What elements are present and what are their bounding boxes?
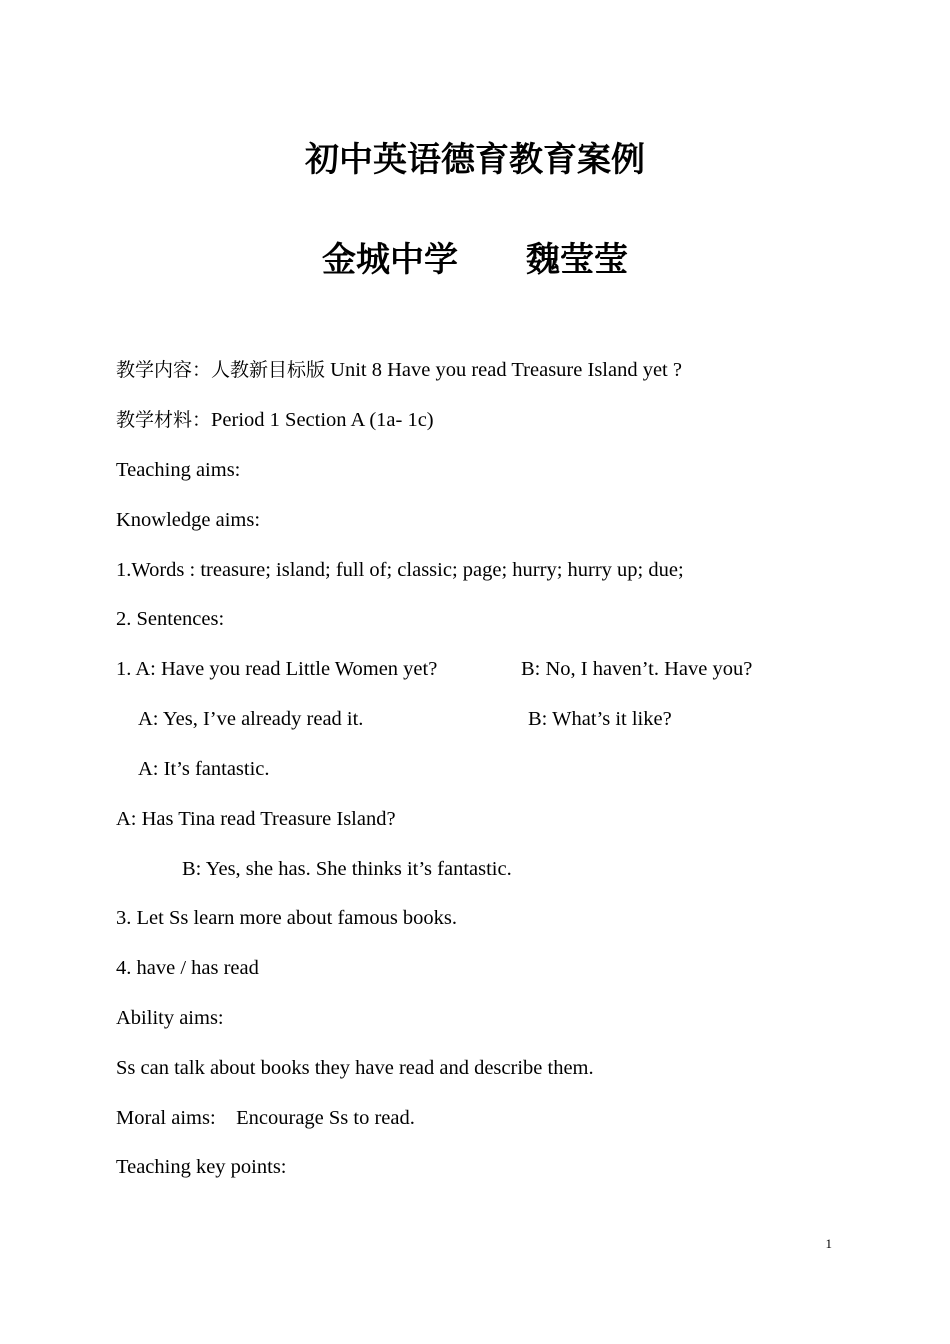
content-label: 教学内容：: [116, 359, 212, 381]
knowledge-aims-heading: Knowledge aims:: [116, 509, 261, 531]
dialog2-a: A: Yes, I’ve already read it.: [138, 708, 364, 730]
page-number: 1: [825, 1236, 832, 1251]
item-3: 3. Let Ss learn more about famous books.: [116, 907, 458, 929]
dialog1-a: 1. A: Have you read Little Women yet?: [116, 658, 438, 680]
dialog3-a: A: It’s fantastic.: [138, 758, 270, 780]
moral-aims-line: Moral aims: Encourage Ss to read.: [116, 1107, 415, 1129]
teaching-aims-heading: Teaching aims:: [116, 459, 241, 481]
dialog2-b: B: What’s it like?: [528, 708, 672, 730]
item-4: 4. have / has read: [116, 957, 259, 979]
document-title: 初中英语德育教育案例: [305, 140, 645, 180]
content-zh: 人教新目标版: [211, 359, 326, 381]
key-points-heading: Teaching key points:: [116, 1156, 287, 1178]
content-en: Unit 8 Have you read Treasure Island yet ?: [325, 359, 682, 381]
dialog4-b: B: Yes, she has. She thinks it’s fantastic.: [182, 858, 512, 880]
ability-aims-heading: Ability aims:: [116, 1007, 224, 1029]
dialog4-a: A: Has Tina read Treasure Island?: [116, 808, 396, 830]
content-line: [116, 357, 682, 383]
material-line: [116, 407, 434, 433]
dialog1-b: B: No, I haven’t. Have you?: [521, 658, 753, 680]
sentences-heading: 2. Sentences:: [116, 608, 225, 630]
words-line: 1.Words : treasure; island; full of; classic; page; hurry; hurry up; due;: [116, 559, 684, 581]
ability-text: Ss can talk about books they have read and describe them.: [116, 1057, 594, 1079]
author-line: 金城中学 魏莹莹: [322, 240, 628, 280]
material-en: Period 1 Section A (1a- 1c): [211, 409, 434, 431]
material-label: 教学材料：: [116, 409, 212, 431]
